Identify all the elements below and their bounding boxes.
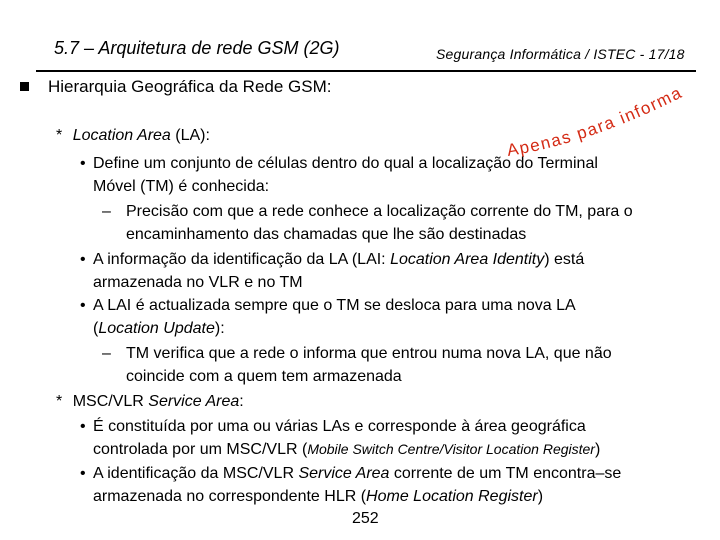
msc-p2-italic: Service Area — [298, 465, 390, 482]
asterisk-marker: * — [56, 127, 63, 144]
la-p1-line1: Define um conjunto de células dentro do qual a localização do Terminal — [93, 155, 598, 172]
la-p3-text-b: ): — [214, 320, 225, 337]
header-divider — [36, 70, 696, 72]
msc-term: Service Area — [148, 393, 240, 410]
msc-prefix: MSC/VLR — [72, 393, 149, 410]
la-term: Location Area — [72, 127, 171, 144]
la-p2-line2: armazenada no VLR e no TM — [93, 274, 303, 291]
la-heading — [56, 127, 210, 145]
msc-heading — [56, 393, 244, 411]
la-p2-line1 — [93, 251, 584, 269]
page-number: 252 — [352, 510, 379, 527]
la-p1-sub-line2: encaminhamento das chamadas que lhe são destinadas — [126, 226, 527, 243]
la-p3-sub-line1: TM verifica que a rede o informa que entrou numa nova LA, que não — [126, 345, 612, 362]
course-info: Segurança Informática / ISTEC - 17/18 — [436, 46, 685, 62]
la-p3-italic: Location Update — [98, 320, 215, 337]
main-bullet-text: Hierarquia Geográfica da Rede GSM: — [48, 77, 332, 96]
la-p3-line2 — [93, 320, 225, 338]
msc-p1-text-b: ) — [594, 441, 601, 458]
msc-p2-line2 — [93, 488, 543, 506]
dash-marker: – — [102, 345, 111, 362]
bullet-dot-icon: • — [80, 465, 86, 482]
info-stamp — [478, 74, 688, 166]
la-p3-line1: A LAI é actualizada sempre que o TM se desloca para uma nova LA — [93, 297, 576, 314]
stamp-svg — [478, 74, 688, 166]
bullet-dot-icon: • — [80, 418, 86, 435]
la-p1-sub-line1: Precisão com que a rede conhece a localização corrente do TM, para o — [126, 203, 633, 220]
msc-p2-text2-b: ) — [537, 488, 544, 505]
la-p3-text-a: ( — [93, 320, 99, 337]
la-p3-sub-line2: coincide com a quem tem armazenada — [126, 368, 402, 385]
msc-p1-line1: É constituída por uma ou várias LAs e corresponde à área geográfica — [93, 418, 586, 435]
la-p2-text-a: A informação da identificação da LA (LAI: — [93, 251, 391, 268]
msc-suffix: : — [239, 393, 244, 410]
stamp-text: Apenas para informa — [505, 82, 686, 161]
msc-p2-italic2: Home Location Register — [366, 488, 538, 505]
square-bullet-icon — [20, 82, 29, 91]
la-p2-italic: Location Area Identity — [390, 251, 545, 268]
msc-p2-line1 — [93, 465, 621, 483]
msc-p1-text-a: controlada por um MSC/VLR ( — [93, 441, 308, 458]
la-suffix: (LA): — [170, 127, 210, 144]
msc-p2-text2-a: armazenada no correspondente HLR ( — [93, 488, 367, 505]
msc-p1-italic: Mobile Switch Centre/Visitor Location Register — [307, 441, 595, 457]
slide-title: 5.7 – Arquitetura de rede GSM (2G) — [54, 38, 340, 58]
la-p1-line2: Móvel (TM) é conhecida: — [93, 178, 270, 195]
asterisk-marker: * — [56, 393, 63, 410]
bullet-dot-icon: • — [80, 155, 86, 172]
bullet-dot-icon: • — [80, 251, 86, 268]
msc-p2-text-b: corrente de um TM encontra–se — [389, 465, 622, 482]
msc-p2-text-a: A identificação da MSC/VLR — [93, 465, 299, 482]
dash-marker: – — [102, 203, 111, 220]
bullet-dot-icon: • — [80, 297, 86, 314]
la-p2-text-b: ) está — [544, 251, 585, 268]
msc-p1-line2 — [93, 441, 600, 459]
